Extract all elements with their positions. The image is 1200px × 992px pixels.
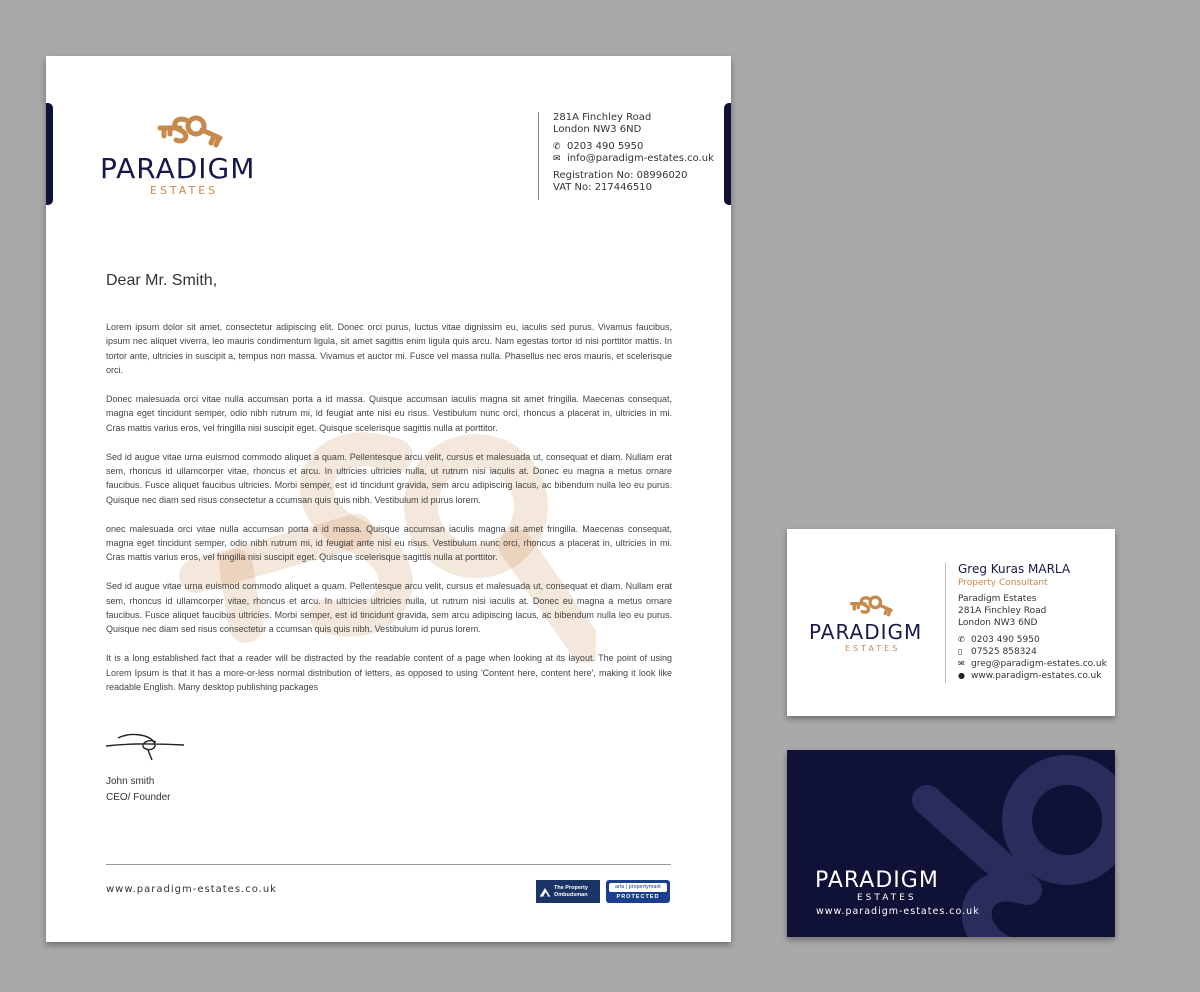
letter-body: [106, 320, 672, 709]
business-card-back: [787, 750, 1115, 937]
email-address[interactable]: info@paradigm-estates.co.uk: [567, 153, 714, 164]
business-card-front: [787, 529, 1115, 716]
phone-number: 0203 490 5950: [567, 141, 644, 152]
card-phone: 0203 490 5950: [971, 635, 1040, 645]
signer-title: CEO/ Founder: [106, 792, 171, 803]
keys-logo-icon: [849, 593, 895, 617]
mobile-icon: ▯: [958, 647, 963, 656]
card-divider: [945, 563, 946, 683]
email-row: [553, 153, 714, 165]
card-address-2: London NW3 6ND: [958, 618, 1038, 628]
badge-arla-top: arla | propertymark: [609, 883, 667, 892]
registration-number: Registration No: 08996020: [553, 170, 688, 181]
paragraph: onec malesuada orci vitae nulla accumsan porta a id massa. Quisque accumsan iaculis magna sit amet fringilla. Maecenas consequat, magna eget tincidunt semper, odio nibh rutrum mi, id feugiat ante nisi eu risus. Vestibulum nunc orci, rhoncus a placerat in, ultricies in mi. Cras mattis varius eros, vel fringilla nisi suscipit eget. Quisque scelerisque sagittis nulla at porttitor.: [106, 523, 672, 563]
arla-propertymark-badge: [606, 880, 670, 903]
envelope-icon: ✉: [553, 154, 561, 164]
logo-subtitle: ESTATES: [150, 184, 219, 197]
signature-icon: [104, 728, 186, 767]
card-phone-row: [958, 634, 1107, 646]
card-email[interactable]: greg@paradigm-estates.co.uk: [971, 659, 1107, 669]
address-line-2: London NW3 6ND: [553, 124, 642, 135]
card-company: Paradigm Estates: [958, 594, 1037, 604]
paragraph: Lorem ipsum dolor sit amet, consectetur adipiscing elit. Donec orci purus, luctus vitae dignissim eu, iaculis sed purus. Vivamus faucibus, ipsum nec aliquet viverra, leo mauris condimentum ligula, sit amet sagittis enim ligula quis arcu. Nam egestas tortor id nisi porttitor mattis. In tortor ante, ultricies in suscipit a, tempus non massa. Vivamus et auctor mi. Fusce vel massa nulla. Phasellus nec eros mauris, et scelerisque orci.: [106, 322, 672, 376]
card-logo-subtitle: ESTATES: [845, 644, 901, 653]
signer-name: John smith: [106, 776, 155, 787]
signer-block: [106, 774, 170, 806]
card-person-title: Property Consultant: [958, 578, 1048, 588]
card-website[interactable]: www.paradigm-estates.co.uk: [971, 671, 1102, 681]
paragraph: Donec malesuada orci vitae nulla accumsan porta a id massa. Quisque accumsan iaculis magna sit amet fringilla. Maecenas consequat, magna eget tincidunt semper, odio nibh rutrum mi, id feugiat ante nisi eu risus. Vestibulum nunc orci, rhoncus a placerat in, ultricies in mi. Cras mattis varius eros, vel fringilla nisi suscipit eget. Quisque scelerisque sagittis nulla at porttitor.: [106, 394, 672, 433]
footer-website[interactable]: www.paradigm-estates.co.uk: [106, 884, 277, 895]
envelope-icon: ✉: [958, 659, 965, 668]
card-back-wordmark: PARADIGM: [815, 868, 939, 893]
card-web-row: [958, 670, 1107, 682]
card-mobile-row: [958, 646, 1107, 658]
card-logo-wordmark: PARADIGM: [809, 620, 923, 644]
badge-po-text: The Property Ombudsman: [553, 885, 588, 898]
letterhead-left-tab: [46, 103, 53, 205]
badge-arla-bottom: PROTECTED: [616, 894, 660, 900]
paragraph: Sed id augue vitae urna euismod commodo aliquet a quam. Pellentesque arcu velit, cursus et malesuada ut, consequat et diam. Nullam erat sem, rhoncus id ullamcorper vitae, rhoncus et arcu. In ultricies ultricies nulla, ut rutrum nisi iaculis at. Donec eu magna a metus ornare faucibus. Fusce aliquet faucibus ultricies. Morbi semper, est id tincidunt gravida, sem arcu adipiscing lacus, ac bibendum nulla leo eu purus. Quisque nec diam sed risus consectetur a ccumsan quis quis nibh. Vestibulum id purus lorem.: [106, 451, 672, 505]
keys-logo-icon: [156, 112, 226, 148]
footer-divider: [106, 864, 671, 865]
property-ombudsman-badge: [536, 880, 600, 903]
phone-icon: ✆: [553, 142, 561, 152]
phone-icon: ✆: [958, 635, 965, 644]
card-mobile: 07525 858324: [971, 647, 1037, 657]
phone-row: [553, 141, 714, 153]
globe-icon: ●: [958, 671, 965, 680]
card-person-name: Greg Kuras MARLA: [958, 562, 1071, 576]
vat-number: VAT No: 217446510: [553, 182, 652, 193]
card-address-1: 281A Finchley Road: [958, 606, 1047, 616]
paragraph: Sed id augue vitae urna euismod commodo aliquet a quam. Pellentesque arcu velit, cursus et malesuada ut, consequat et diam. Nullam erat sem, rhoncus id ullamcorper vitae, rhoncus et arcu. In ultricies ultricies nulla, ut rutrum nisi iaculis at. Donec eu magna a metus ornare faucibus. Fusce aliquet faucibus ultricies. Morbi semper, est id tincidunt gravida, sem arcu adipiscing lacus, ac bibendum nulla leo eu purus. Quisque nec diam sed risus consectetur a ccumsan quis quis nibh. Vestibulum id purus lorem.: [106, 581, 672, 635]
letterhead-contact-block: [538, 112, 714, 200]
salutation: Dear Mr. Smith,: [106, 272, 218, 289]
card-back-website[interactable]: www.paradigm-estates.co.uk: [816, 906, 980, 917]
card-email-row: [958, 658, 1107, 670]
letterhead-sheet: [46, 56, 731, 942]
address-line-1: 281A Finchley Road: [553, 112, 652, 123]
mountain-logo-icon: [539, 884, 551, 900]
card-back-subtitle: ESTATES: [857, 893, 917, 903]
letterhead-right-tab: [724, 103, 731, 205]
card-contact-info: [958, 561, 1107, 682]
paragraph: It is a long established fact that a reader will be distracted by the readable content of a page when looking at its layout. The point of using Lorem Ipsum is that it has a more-or-less normal distribution of letters, as opposed to using 'Content here, content here', making it look like readable English. Many desktop publishing packages: [106, 653, 672, 693]
logo-wordmark: PARADIGM: [100, 152, 256, 185]
